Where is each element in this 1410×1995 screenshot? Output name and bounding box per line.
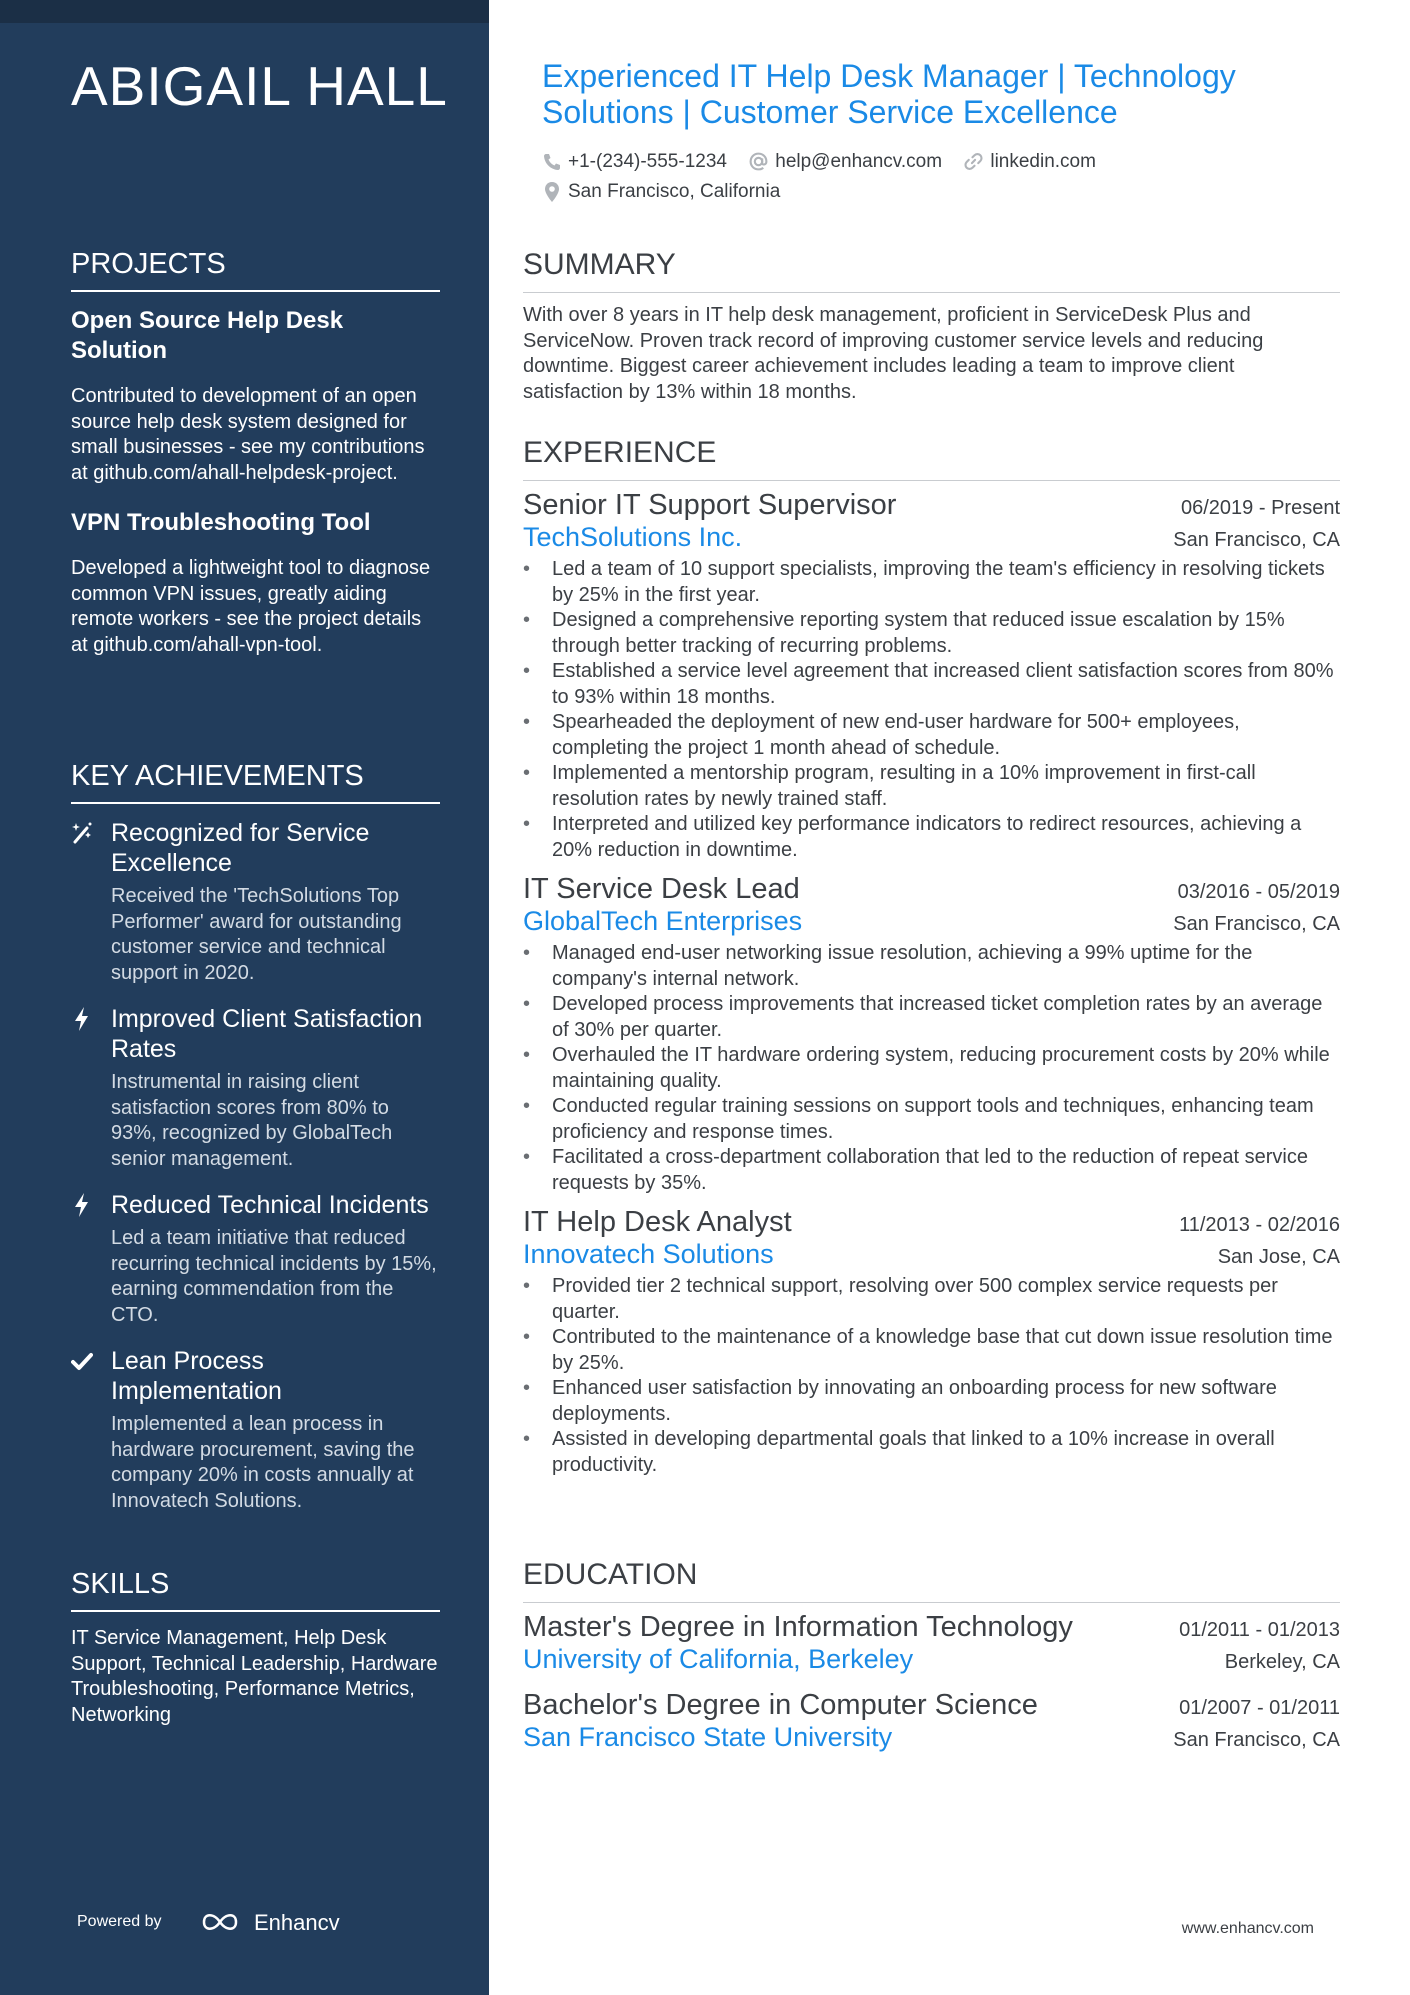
- email-text: help@enhancv.com: [775, 150, 943, 172]
- phone-text: +1-(234)-555-1234: [568, 151, 727, 172]
- project-title: VPN Troubleshooting Tool: [71, 509, 371, 536]
- phone-icon: [542, 152, 562, 172]
- location-text: San Francisco, California: [568, 180, 781, 202]
- achievement-description: Received the 'TechSolutions Top Performer' award for outstanding customer service and technical support in 2020.: [111, 885, 402, 984]
- company-name: TechSolutions Inc.: [523, 522, 743, 552]
- education-date: 01/2011 - 01/2013: [1179, 1619, 1340, 1641]
- job-bullet: • Contributed to the maintenance of a knowledge base that cut down issue resolution time by 25%.: [523, 1325, 1340, 1376]
- experience-section: [523, 436, 1340, 1478]
- candidate-name: ABIGAIL HALL: [71, 55, 448, 117]
- job-bullet: • Assisted in developing departmental goals that linked to a 10% increase in overall productivity.: [523, 1427, 1340, 1478]
- enhancv-brand-text: Enhancv: [254, 1910, 340, 1935]
- job-bullets: [523, 941, 1340, 1196]
- achievement-description: Led a team initiative that reduced recurring technical incidents by 15%, earning commendation from the CTO.: [111, 1227, 437, 1326]
- achievement-item: [71, 1346, 440, 1514]
- achievements-heading: KEY ACHIEVEMENTS: [71, 760, 440, 804]
- job-location: San Jose, CA: [1217, 1246, 1340, 1268]
- achievement-description: Implemented a lean process in hardware procurement, saving the company 20% in costs annually at Innovatech Solutions.: [111, 1413, 415, 1512]
- job-bullet: • Managed end-user networking issue resolution, achieving a 99% uptime for the company's internal network.: [523, 941, 1340, 992]
- achievement-item: [71, 818, 440, 986]
- job-location: San Francisco, CA: [1173, 913, 1340, 935]
- job-bullet: • Conducted regular training sessions on support tools and techniques, enhancing team proficiency and response times.: [523, 1094, 1340, 1145]
- job-location: San Francisco, CA: [1173, 529, 1340, 551]
- job-bullet: • Provided tier 2 technical support, resolving over 500 complex service requests per quarter.: [523, 1274, 1340, 1325]
- summary-heading: SUMMARY: [523, 248, 1340, 293]
- job-bullet: • Interpreted and utilized key performance indicators to redirect resources, achieving a 20% reduction in downtime.: [523, 812, 1340, 863]
- headline: Experienced IT Help Desk Manager | Technology Solutions | Customer Service Excellence: [542, 58, 1236, 130]
- achievement-item: [71, 1190, 440, 1328]
- job-bullet: • Facilitated a cross-department collaboration that led to the reduction of repeat service requests by 35%.: [523, 1145, 1340, 1196]
- linkedin-text: linkedin.com: [990, 150, 1096, 172]
- job-bullet: • Designed a comprehensive reporting system that reduced issue escalation by 15% through better tracking of recurring problems.: [523, 608, 1340, 659]
- magic-wand-icon: [71, 820, 93, 846]
- education-entry: [523, 1611, 1340, 1675]
- education-date: 01/2007 - 01/2011: [1179, 1697, 1340, 1719]
- job-date: 06/2019 - Present: [1181, 497, 1340, 519]
- skills-section: [71, 1568, 440, 1728]
- lightning-icon: [71, 1006, 93, 1032]
- education-location: San Francisco, CA: [1173, 1729, 1340, 1751]
- job-title: IT Help Desk Analyst: [523, 1206, 792, 1238]
- school-name: University of California, Berkeley: [523, 1644, 914, 1674]
- education-section: [523, 1558, 1340, 1753]
- job-bullet: • Enhanced user satisfaction by innovating an onboarding process for new software deployments.: [523, 1376, 1340, 1427]
- job-date: 11/2013 - 02/2016: [1179, 1214, 1340, 1236]
- job-entry: [523, 873, 1340, 1196]
- job-date: 03/2016 - 05/2019: [1177, 881, 1340, 903]
- contact-location: [542, 178, 780, 205]
- degree-title: Bachelor's Degree in Computer Science: [523, 1689, 1038, 1721]
- achievement-title: Recognized for Service Excellence: [111, 819, 370, 877]
- checkmark-icon: [71, 1348, 93, 1374]
- job-bullets: [523, 557, 1340, 863]
- company-name: Innovatech Solutions: [523, 1239, 774, 1269]
- degree-title: Master's Degree in Information Technology: [523, 1611, 1073, 1643]
- skills-list: IT Service Management, Help Desk Support, Technical Leadership, Hardware Troubleshooting, Performance Metrics, Networking: [71, 1627, 438, 1726]
- summary-section: [523, 248, 1340, 405]
- company-name: GlobalTech Enterprises: [523, 906, 803, 936]
- project-description: Developed a lightweight tool to diagnose common VPN issues, greatly aiding remote workers - see the project details at github.com/ahall-vpn-tool.: [71, 557, 431, 656]
- job-entry: [523, 1206, 1340, 1478]
- skills-heading: SKILLS: [71, 1568, 440, 1612]
- project-item: [71, 306, 440, 486]
- job-bullet: • Spearheaded the deployment of new end-user hardware for 500+ employees, completing the project 1 month ahead of schedule.: [523, 710, 1340, 761]
- sidebar-top-bar: [0, 0, 489, 23]
- sidebar: [0, 0, 489, 1995]
- lightning-icon: [71, 1192, 93, 1218]
- education-heading: EDUCATION: [523, 1558, 1340, 1603]
- achievement-title: Lean Process Implementation: [111, 1347, 282, 1405]
- at-icon: [748, 151, 769, 172]
- project-description: Contributed to development of an open source help desk system designed for small businesses - see my contributions at github.com/ahall-helpdesk-project.: [71, 385, 425, 484]
- achievement-description: Instrumental in raising client satisfaction scores from 80% to 93%, recognized by GlobalTech senior management.: [111, 1071, 393, 1170]
- achievement-item: [71, 1004, 440, 1172]
- job-bullet: • Implemented a mentorship program, resulting in a 10% improvement in first-call resolution rates by newly trained staff.: [523, 761, 1340, 812]
- projects-section: [71, 248, 440, 680]
- achievement-title: Improved Client Satisfaction Rates: [111, 1005, 423, 1063]
- contact-phone[interactable]: [542, 149, 727, 176]
- enhancv-logo[interactable]: [196, 1904, 376, 1940]
- job-title: IT Service Desk Lead: [523, 873, 800, 905]
- job-entry: [523, 489, 1340, 863]
- contact-email[interactable]: [748, 148, 942, 175]
- job-bullets: [523, 1274, 1340, 1478]
- job-title: Senior IT Support Supervisor: [523, 489, 897, 521]
- location-pin-icon: [542, 181, 562, 203]
- projects-heading: PROJECTS: [71, 248, 440, 292]
- education-entry: [523, 1689, 1340, 1753]
- job-bullet: • Overhauled the IT hardware ordering system, reducing procurement costs by 20% while maintaining quality.: [523, 1043, 1340, 1094]
- achievement-title: Reduced Technical Incidents: [111, 1191, 429, 1219]
- job-bullet: • Developed process improvements that increased ticket completion rates by an average of 30% per quarter.: [523, 992, 1340, 1043]
- achievements-section: [71, 760, 440, 1532]
- job-bullet: • Led a team of 10 support specialists, improving the team's efficiency in resolving tickets by 25% in the first year.: [523, 557, 1340, 608]
- summary-text: With over 8 years in IT help desk management, proficient in ServiceDesk Plus and ServiceNow. Proven track record of improving customer service levels and reducing downtime. Biggest career achievement includes leading a team to improve client satisfaction by 13% within 18 months.: [523, 304, 1264, 403]
- contact-info: [542, 148, 1322, 209]
- powered-by-label: Powered by: [77, 1913, 162, 1930]
- contact-linkedin[interactable]: [963, 148, 1096, 175]
- job-bullet: • Established a service level agreement that increased client satisfaction scores from 80% to 93% within 18 months.: [523, 659, 1340, 710]
- education-location: Berkeley, CA: [1224, 1651, 1340, 1673]
- project-item: [71, 508, 440, 658]
- project-title: Open Source Help Desk Solution: [71, 307, 344, 364]
- experience-heading: EXPERIENCE: [523, 436, 1340, 481]
- link-icon: [963, 151, 984, 172]
- footer-url[interactable]: www.enhancv.com: [1181, 1920, 1314, 1937]
- school-name: San Francisco State University: [523, 1722, 893, 1752]
